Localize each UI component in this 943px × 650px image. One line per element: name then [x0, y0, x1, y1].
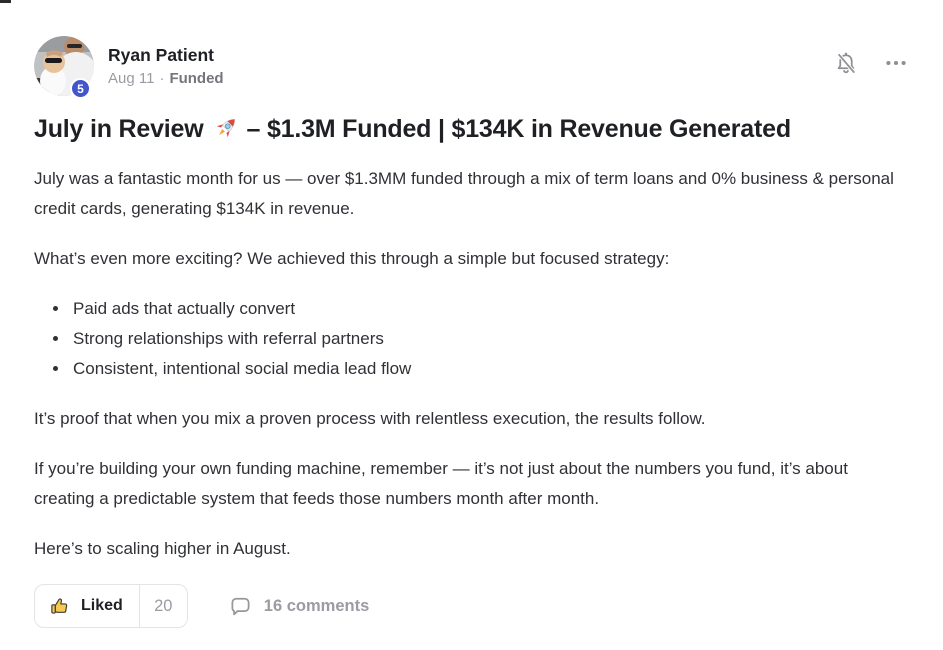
- comments-button[interactable]: [228, 594, 369, 619]
- post-bullet-list: [34, 294, 909, 384]
- post-options-button[interactable]: [883, 50, 909, 76]
- post-date: Aug 11: [108, 69, 155, 87]
- avatar[interactable]: [34, 36, 94, 96]
- post-paragraph-1: July was a fantastic month for us — over $1.3MM funded through a mix of term loans and 0% business & personal credit cards, generating $134K in revenue.: [34, 169, 894, 218]
- bell-slash-icon: [833, 50, 859, 76]
- meta-separator-dot: ·: [159, 69, 165, 87]
- post-paragraph-5: Here’s to scaling higher in August.: [34, 539, 291, 558]
- comment-icon: [228, 594, 253, 619]
- post-paragraph-3: It’s proof that when you mix a proven process with relentless execution, the results follow.: [34, 409, 706, 428]
- screenshot-artifact: [0, 0, 11, 3]
- post-title-suffix: – $1.3M Funded | $134K in Revenue Generated: [246, 115, 791, 143]
- post-paragraph-2: What’s even more exciting? We achieved this through a simple but focused strategy:: [34, 249, 670, 268]
- bullet-item-2: • Strong relationships with referral partners: [70, 324, 909, 354]
- space-badge[interactable]: Funded: [169, 69, 224, 87]
- post-meta: [108, 69, 224, 89]
- thumbs-up-icon: [49, 595, 72, 618]
- mute-notifications-button[interactable]: [833, 50, 859, 76]
- post-title: [34, 113, 909, 145]
- post-body: [34, 164, 909, 564]
- author-name[interactable]: Ryan Patient: [108, 44, 214, 65]
- bullet-item-3: • Consistent, intentional social media lead flow: [70, 354, 909, 384]
- ellipsis-icon: [883, 50, 909, 76]
- post-paragraph-4: If you’re building your own funding machine, remember — it’s not just about the numbers you fund, it’s about creating a predictable system that feeds those numbers month after month.: [34, 459, 848, 508]
- comments-label: 16 comments: [263, 596, 370, 615]
- post-header: [34, 36, 909, 96]
- level-badge: 5: [70, 78, 91, 99]
- like-label: Liked: [81, 597, 123, 614]
- rocket-icon: [213, 114, 240, 141]
- like-button[interactable]: [34, 584, 188, 628]
- post-footer: [34, 584, 909, 628]
- post-title-prefix: July in Review: [34, 115, 204, 143]
- like-count[interactable]: 20: [154, 596, 173, 615]
- header-actions: [833, 50, 909, 76]
- author-block: [108, 44, 224, 89]
- bullet-item-1: • Paid ads that actually convert: [70, 294, 909, 324]
